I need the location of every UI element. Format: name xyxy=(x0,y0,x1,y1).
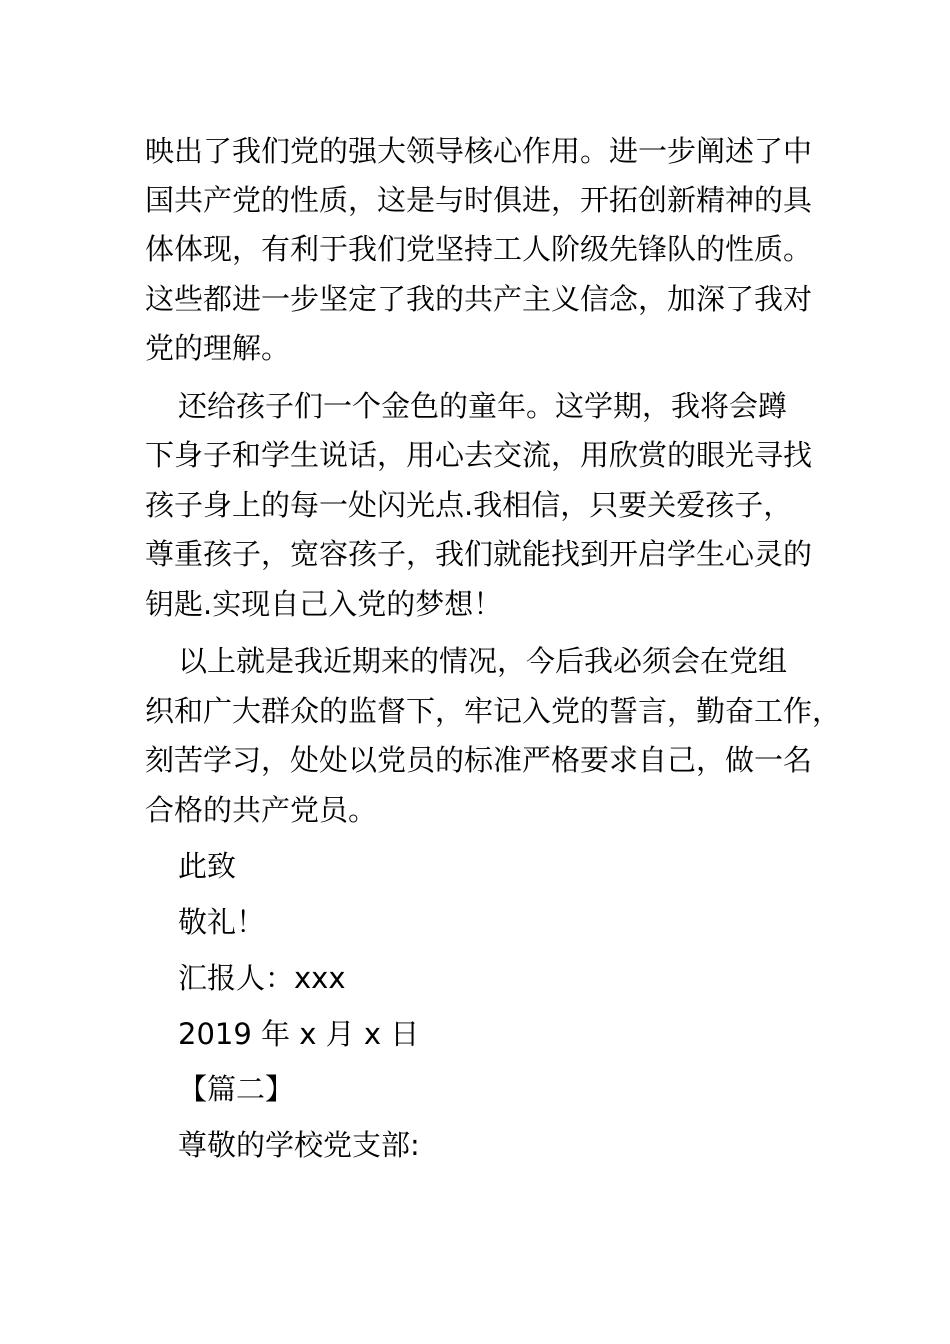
paragraph-2-line-5: 钥匙.实现自己入党的梦想！ xyxy=(145,587,503,621)
paragraph-3-line-3: 刻苦学习，处处以党员的标准严格要求自己，做一名 xyxy=(145,743,813,777)
paragraph-1-line-5: 党的理解。 xyxy=(145,331,291,365)
paragraph-3-line-2: 织和广大群众的监督下，牢记入党的誓言，勤奋工作， xyxy=(145,694,842,728)
paragraph-2-line-2: 下身子和学生说话，用心去交流，用欣赏的眼光寻找 xyxy=(145,438,813,472)
reporter-signature: 汇报人：xxx xyxy=(178,961,346,995)
paragraph-1-line-3: 体体现，有利于我们党坚持工人阶级先锋队的性质。 xyxy=(145,232,813,266)
next-greeting: 尊敬的学校党支部: xyxy=(178,1128,420,1162)
paragraph-3-line-4: 合格的共产党员。 xyxy=(145,793,378,827)
paragraph-1-line-1: 映出了我们党的强大领导核心作用。进一步阐述了中 xyxy=(145,134,813,168)
report-date: 2019 年 x 月 x 日 xyxy=(178,1017,420,1051)
closing-regards: 敬礼！ xyxy=(178,905,266,939)
paragraph-2-line-1: 还给孩子们一个金色的童年。这学期，我将会蹲 xyxy=(178,389,788,423)
paragraph-2-line-3: 孩子身上的每一处闪光点.我相信，只要关爱孩子， xyxy=(145,488,793,522)
section-heading: 【篇二】 xyxy=(178,1072,295,1106)
paragraph-1-line-2: 国共产党的性质，这是与时俱进，开拓创新精神的具 xyxy=(145,183,813,217)
paragraph-2-line-4: 尊重孩子，宽容孩子，我们就能找到开启学生心灵的 xyxy=(145,537,813,571)
closing-salutation: 此致 xyxy=(178,849,237,883)
paragraph-3-line-1: 以上就是我近期来的情况，今后我必须会在党组 xyxy=(178,644,788,678)
paragraph-1-line-4: 这些都进一步坚定了我的共产主义信念，加深了我对 xyxy=(145,282,813,316)
